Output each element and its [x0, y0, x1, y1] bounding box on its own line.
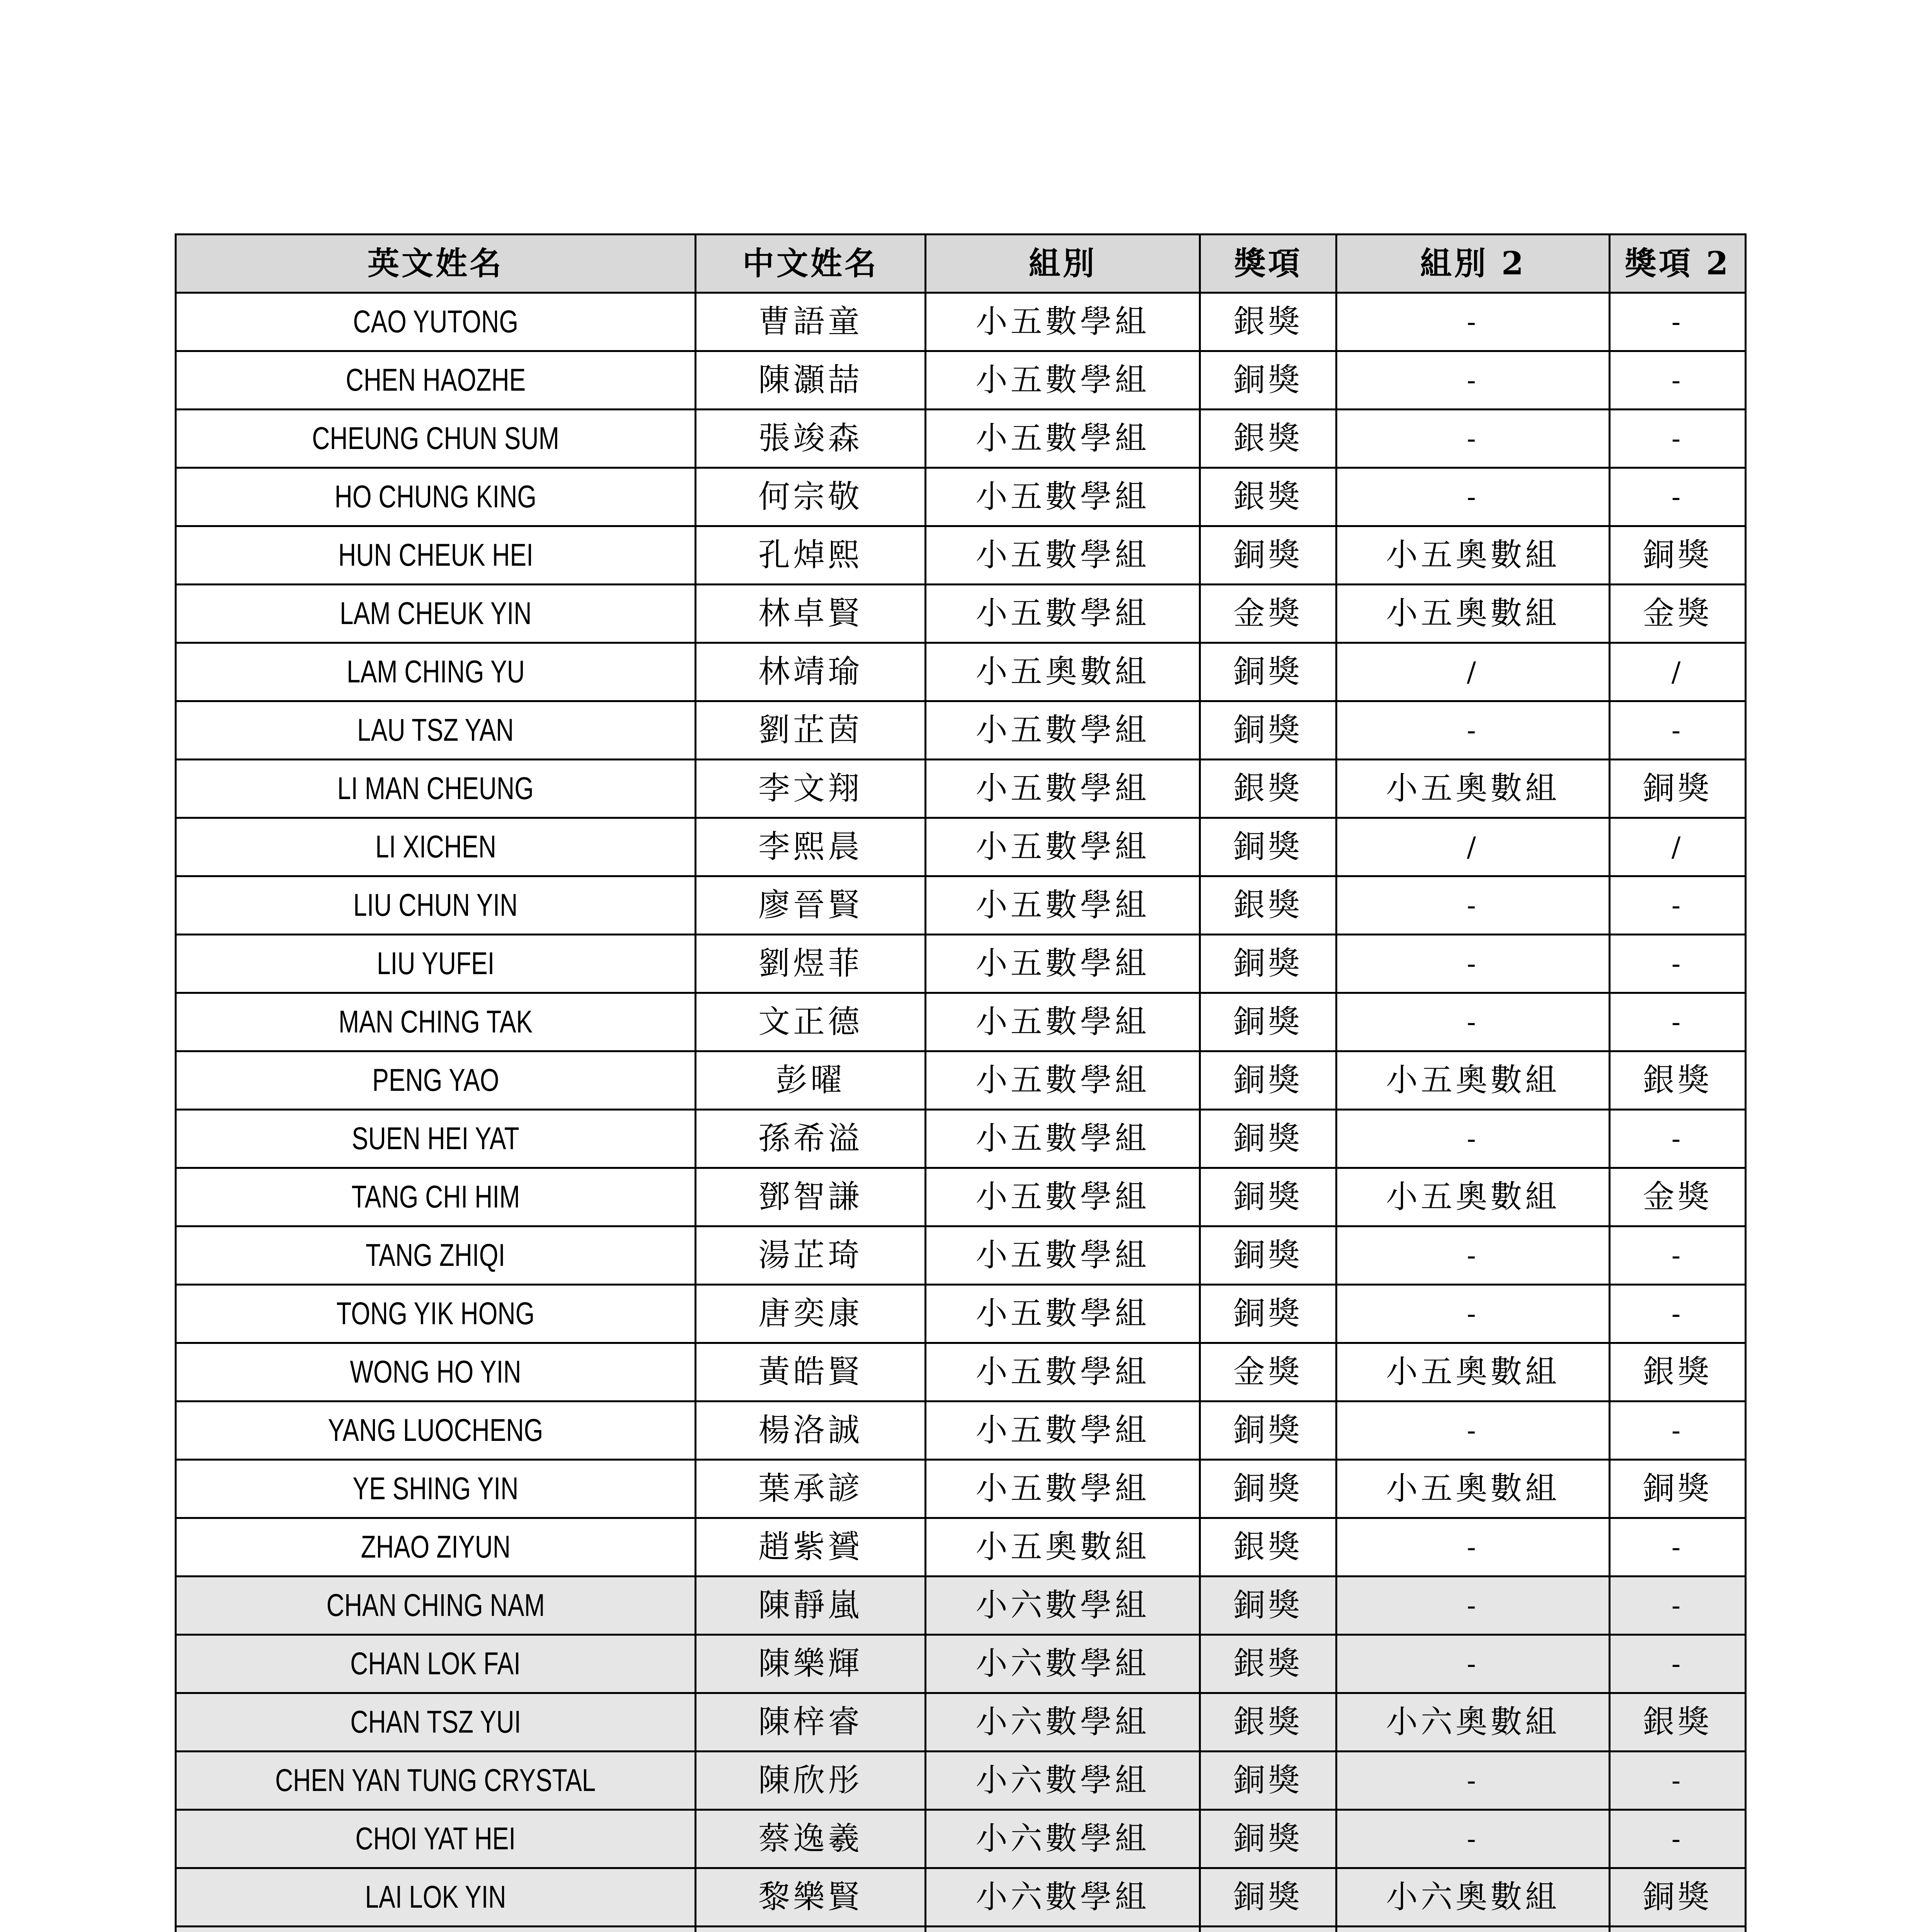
cell-award: 銀獎 — [1200, 876, 1336, 935]
cell-english-name — [176, 1401, 696, 1460]
english-name-text: CHEN HAOZHE — [346, 362, 526, 398]
cell-award-2: 金獎 — [1610, 1168, 1746, 1226]
cell-english-name — [176, 935, 696, 993]
cell-award: 銀獎 — [1200, 760, 1336, 818]
cell-group-2: - — [1336, 410, 1610, 468]
cell-group-2: - — [1336, 351, 1610, 410]
cell-award: 銅獎 — [1200, 1577, 1336, 1635]
cell-english-name — [176, 1868, 696, 1927]
cell-group-2: - — [1336, 1110, 1610, 1168]
table-row — [176, 468, 1746, 526]
cell-english-name — [176, 585, 696, 643]
cell-chinese-name: 林卓賢 — [696, 585, 926, 643]
table-row — [176, 1635, 1746, 1693]
cell-chinese-name: 陳梓睿 — [696, 1693, 926, 1752]
english-name-text: CHAN LOK FAI — [350, 1646, 521, 1681]
cell-chinese-name: 陳灝喆 — [696, 351, 926, 410]
table-row — [176, 1460, 1746, 1518]
english-name-text: LAM CHING YU — [346, 654, 525, 689]
cell-group-2: 小五奧數組 — [1336, 585, 1610, 643]
cell-award-2: - — [1610, 935, 1746, 993]
cell-award-2: - — [1610, 1518, 1746, 1577]
cell-english-name — [176, 760, 696, 818]
cell-english-name — [176, 1577, 696, 1635]
cell-award-2 — [1610, 1927, 1746, 1932]
cell-award-2: - — [1610, 293, 1746, 351]
cell-group-2: 小六奧數組 — [1336, 1693, 1610, 1752]
cell-group: 小五奧數組 — [926, 643, 1200, 701]
cell-award-2: 銀獎 — [1610, 1693, 1746, 1752]
cell-award: 銀獎 — [1200, 293, 1336, 351]
cell-chinese-name: 曹語童 — [696, 293, 926, 351]
table-row — [176, 1051, 1746, 1110]
english-name-text: CHOI YAT HEI — [355, 1821, 516, 1856]
table-body — [176, 293, 1746, 1932]
cell-chinese-name: 張竣森 — [696, 410, 926, 468]
header-english-name: 英文姓名 — [176, 235, 696, 293]
cell-group: 小六數學組 — [926, 1810, 1200, 1868]
cell-award: 銅獎 — [1200, 351, 1336, 410]
cell-award: 銀獎 — [1200, 1518, 1336, 1577]
cell-group: 小五數學組 — [926, 1460, 1200, 1518]
cell-award: 銅獎 — [1200, 701, 1336, 760]
table-row — [176, 1226, 1746, 1285]
cell-award — [1200, 1927, 1336, 1932]
cell-english-name — [176, 410, 696, 468]
cell-english-name — [176, 1927, 696, 1932]
cell-award: 銅獎 — [1200, 1051, 1336, 1110]
cell-group-2: 小五奧數組 — [1336, 526, 1610, 585]
english-name-text: HUN CHEUK HEI — [338, 537, 533, 573]
table-header-row — [176, 235, 1746, 293]
cell-chinese-name: 鄧智謙 — [696, 1168, 926, 1226]
cell-award: 銅獎 — [1200, 818, 1336, 876]
cell-award-2: / — [1610, 643, 1746, 701]
cell-group: 小五數學組 — [926, 1285, 1200, 1343]
cell-award-2: - — [1610, 468, 1746, 526]
cell-chinese-name: 孫希溢 — [696, 1110, 926, 1168]
english-name-text: TANG CHI HIM — [351, 1179, 520, 1214]
cell-chinese-name: 楊洛誠 — [696, 1401, 926, 1460]
header-chinese-name: 中文姓名 — [696, 235, 926, 293]
cell-award: 銅獎 — [1200, 1226, 1336, 1285]
cell-group: 小五數學組 — [926, 468, 1200, 526]
cell-chinese-name: 廖晉賢 — [696, 876, 926, 935]
award-results-table — [175, 233, 1747, 1932]
cell-award-2: 銅獎 — [1610, 1460, 1746, 1518]
cell-group: 小五數學組 — [926, 351, 1200, 410]
english-name-text: TONG YIK HONG — [336, 1296, 535, 1331]
table-row — [176, 1168, 1746, 1226]
cell-award: 銅獎 — [1200, 1168, 1336, 1226]
cell-award: 銅獎 — [1200, 1285, 1336, 1343]
cell-award: 銅獎 — [1200, 643, 1336, 701]
cell-award-2: - — [1610, 876, 1746, 935]
cell-award-2: 銅獎 — [1610, 1868, 1746, 1927]
cell-chinese-name: 葉承諺 — [696, 1460, 926, 1518]
cell-award-2: - — [1610, 1226, 1746, 1285]
cell-award: 金獎 — [1200, 585, 1336, 643]
cell-award: 銅獎 — [1200, 1868, 1336, 1927]
english-name-text: LIU CHUN YIN — [353, 888, 518, 923]
cell-award-2: 銅獎 — [1610, 760, 1746, 818]
table-row — [176, 1401, 1746, 1460]
cell-award: 銅獎 — [1200, 1110, 1336, 1168]
cell-english-name — [176, 643, 696, 701]
cell-award-2: - — [1610, 1577, 1746, 1635]
cell-group-2: - — [1336, 876, 1610, 935]
cell-award: 銅獎 — [1200, 1810, 1336, 1868]
english-name-text: LAU TSZ YAN — [357, 713, 514, 748]
cell-award: 銀獎 — [1200, 1635, 1336, 1693]
cell-english-name — [176, 1460, 696, 1518]
cell-chinese-name: 李熙晨 — [696, 818, 926, 876]
table-row — [176, 993, 1746, 1051]
header-award-2: 獎項 2 — [1610, 235, 1746, 293]
cell-group-2: - — [1336, 293, 1610, 351]
cell-group: 小六數學組 — [926, 1868, 1200, 1927]
table-row — [176, 643, 1746, 701]
cell-group-2: - — [1336, 1810, 1610, 1868]
table-row — [176, 1577, 1746, 1635]
cell-group-2: - — [1336, 1401, 1610, 1460]
cell-group-2: - — [1336, 1577, 1610, 1635]
cell-award-2: - — [1610, 1810, 1746, 1868]
cell-group: 小五數學組 — [926, 993, 1200, 1051]
table-row — [176, 818, 1746, 876]
cell-award: 銅獎 — [1200, 1460, 1336, 1518]
cell-chinese-name: 黎樂賢 — [696, 1868, 926, 1927]
cell-chinese-name: 趙紫贇 — [696, 1518, 926, 1577]
cell-group-2 — [1336, 1927, 1610, 1932]
cell-award-2: - — [1610, 410, 1746, 468]
cell-award-2: 銀獎 — [1610, 1051, 1746, 1110]
cell-group: 小五數學組 — [926, 410, 1200, 468]
cell-english-name — [176, 1810, 696, 1868]
english-name-text: YANG LUOCHENG — [328, 1413, 543, 1448]
cell-chinese-name: 蔡逸羲 — [696, 1810, 926, 1868]
cell-english-name — [176, 293, 696, 351]
cell-award-2: - — [1610, 1401, 1746, 1460]
cell-group-2: 小五奧數組 — [1336, 1051, 1610, 1110]
english-name-text: CHAN CHING NAM — [326, 1588, 545, 1623]
english-name-text: PENG YAO — [372, 1063, 499, 1098]
cell-group: 小五數學組 — [926, 293, 1200, 351]
header-award: 獎項 — [1200, 235, 1336, 293]
english-name-text: LAM CHEUK YIN — [339, 596, 532, 631]
cell-group-2: - — [1336, 1518, 1610, 1577]
table-row — [176, 526, 1746, 585]
english-name-text: MAN CHING TAK — [338, 1004, 533, 1039]
cell-group: 小五數學組 — [926, 1110, 1200, 1168]
english-name-text: LI XICHEN — [375, 829, 496, 864]
table-row — [176, 1693, 1746, 1752]
cell-chinese-name: 唐奕康 — [696, 1285, 926, 1343]
cell-english-name — [176, 1752, 696, 1810]
table-row — [176, 293, 1746, 351]
cell-award-2: - — [1610, 1110, 1746, 1168]
cell-group: 小五數學組 — [926, 818, 1200, 876]
table-row — [176, 1868, 1746, 1927]
cell-chinese-name: 孔焯熙 — [696, 526, 926, 585]
table-row — [176, 351, 1746, 410]
cell-english-name — [176, 1051, 696, 1110]
cell-english-name — [176, 1285, 696, 1343]
cell-group: 小五數學組 — [926, 1343, 1200, 1401]
cell-award: 銀獎 — [1200, 1693, 1336, 1752]
cell-award-2: - — [1610, 1285, 1746, 1343]
english-name-text: SUEN HEI YAT — [352, 1121, 519, 1156]
cell-group: 小五數學組 — [926, 1051, 1200, 1110]
table-row — [176, 876, 1746, 935]
cell-group-2: 小五奧數組 — [1336, 760, 1610, 818]
cell-chinese-name: 何宗敬 — [696, 468, 926, 526]
english-name-text: CHEUNG CHUN SUM — [312, 421, 559, 456]
cell-award: 銅獎 — [1200, 526, 1336, 585]
cell-chinese-name: 文正德 — [696, 993, 926, 1051]
cell-group: 小五數學組 — [926, 701, 1200, 760]
cell-english-name — [176, 1518, 696, 1577]
cell-group: 小五數學組 — [926, 760, 1200, 818]
cell-chinese-name: 陳樂輝 — [696, 1635, 926, 1693]
cell-award-2: - — [1610, 993, 1746, 1051]
cell-award: 金獎 — [1200, 1343, 1336, 1401]
cell-award: 銀獎 — [1200, 468, 1336, 526]
cell-group — [926, 1927, 1200, 1932]
cell-chinese-name: 彭曜 — [696, 1051, 926, 1110]
cell-group-2: - — [1336, 993, 1610, 1051]
cell-group: 小五奧數組 — [926, 1518, 1200, 1577]
english-name-text: HO CHUNG KING — [334, 479, 537, 514]
cell-award: 銅獎 — [1200, 935, 1336, 993]
table-row — [176, 585, 1746, 643]
cell-chinese-name: 劉芷茵 — [696, 701, 926, 760]
table-row — [176, 1810, 1746, 1868]
header-group-2: 組別 2 — [1336, 235, 1610, 293]
cell-group: 小六數學組 — [926, 1693, 1200, 1752]
cell-group-2: - — [1336, 1752, 1610, 1810]
cell-english-name — [176, 993, 696, 1051]
table-row — [176, 1518, 1746, 1577]
cell-group: 小五數學組 — [926, 585, 1200, 643]
cell-english-name — [176, 351, 696, 410]
cell-award-2: - — [1610, 1635, 1746, 1693]
cell-chinese-name — [696, 1927, 926, 1932]
cell-group-2: / — [1336, 818, 1610, 876]
cell-chinese-name: 黃皓賢 — [696, 1343, 926, 1401]
table-row — [176, 935, 1746, 993]
cell-group-2: - — [1336, 701, 1610, 760]
cell-group: 小五數學組 — [926, 526, 1200, 585]
table-row — [176, 1752, 1746, 1810]
cell-award-2: - — [1610, 701, 1746, 760]
cell-award-2: - — [1610, 351, 1746, 410]
english-name-text: LIU YUFEI — [376, 946, 495, 981]
cell-award-2: 銅獎 — [1610, 526, 1746, 585]
cell-award: 銅獎 — [1200, 993, 1336, 1051]
cell-award: 銀獎 — [1200, 410, 1336, 468]
cell-group: 小五數學組 — [926, 1226, 1200, 1285]
cell-chinese-name: 陳靜嵐 — [696, 1577, 926, 1635]
english-name-text: TANG ZHIQI — [366, 1238, 506, 1273]
cell-chinese-name: 湯芷琦 — [696, 1226, 926, 1285]
table-row — [176, 1285, 1746, 1343]
cell-english-name — [176, 876, 696, 935]
cell-group-2: - — [1336, 468, 1610, 526]
cell-chinese-name: 李文翔 — [696, 760, 926, 818]
table-row — [176, 410, 1746, 468]
cell-english-name — [176, 818, 696, 876]
cell-award-2: 金獎 — [1610, 585, 1746, 643]
cell-group: 小六數學組 — [926, 1635, 1200, 1693]
header-group: 組別 — [926, 235, 1200, 293]
cell-group: 小六數學組 — [926, 1752, 1200, 1810]
cell-english-name — [176, 1168, 696, 1226]
english-name-text: CAO YUTONG — [353, 304, 518, 339]
english-name-text: WONG HO YIN — [350, 1354, 521, 1389]
cell-chinese-name: 陳欣彤 — [696, 1752, 926, 1810]
cell-group: 小五數學組 — [926, 935, 1200, 993]
cell-group-2: 小五奧數組 — [1336, 1343, 1610, 1401]
cell-group-2: - — [1336, 1285, 1610, 1343]
cell-group-2: - — [1336, 1635, 1610, 1693]
table-row — [176, 1343, 1746, 1401]
english-name-text: LI MAN CHEUNG — [337, 771, 534, 806]
cell-english-name — [176, 1635, 696, 1693]
cell-group-2: - — [1336, 1226, 1610, 1285]
english-name-text: CHEN YAN TUNG CRYSTAL — [275, 1763, 596, 1798]
cell-group-2: 小五奧數組 — [1336, 1168, 1610, 1226]
cell-award-2: - — [1610, 1752, 1746, 1810]
table-row — [176, 1927, 1746, 1932]
cell-award: 銅獎 — [1200, 1752, 1336, 1810]
cell-english-name — [176, 701, 696, 760]
cell-group-2: / — [1336, 643, 1610, 701]
table-row — [176, 1110, 1746, 1168]
cell-group: 小五數學組 — [926, 876, 1200, 935]
cell-english-name — [176, 468, 696, 526]
cell-english-name — [176, 1693, 696, 1752]
english-name-text: CHAN TSZ YUI — [350, 1704, 521, 1740]
cell-chinese-name: 林靖瑜 — [696, 643, 926, 701]
cell-group: 小六數學組 — [926, 1577, 1200, 1635]
cell-award-2: 銀獎 — [1610, 1343, 1746, 1401]
cell-group: 小五數學組 — [926, 1168, 1200, 1226]
cell-award-2: / — [1610, 818, 1746, 876]
cell-english-name — [176, 1226, 696, 1285]
table-row — [176, 701, 1746, 760]
table-row — [176, 760, 1746, 818]
cell-english-name — [176, 526, 696, 585]
cell-award: 銅獎 — [1200, 1401, 1336, 1460]
cell-group-2: - — [1336, 935, 1610, 993]
cell-english-name — [176, 1110, 696, 1168]
english-name-text: YE SHING YIN — [352, 1471, 519, 1506]
cell-chinese-name: 劉煜菲 — [696, 935, 926, 993]
english-name-text: ZHAO ZIYUN — [361, 1529, 511, 1565]
cell-group-2: 小六奧數組 — [1336, 1868, 1610, 1927]
english-name-text: LAI LOK YIN — [365, 1879, 506, 1915]
cell-group: 小五數學組 — [926, 1401, 1200, 1460]
cell-english-name — [176, 1343, 696, 1401]
cell-group-2: 小五奧數組 — [1336, 1460, 1610, 1518]
